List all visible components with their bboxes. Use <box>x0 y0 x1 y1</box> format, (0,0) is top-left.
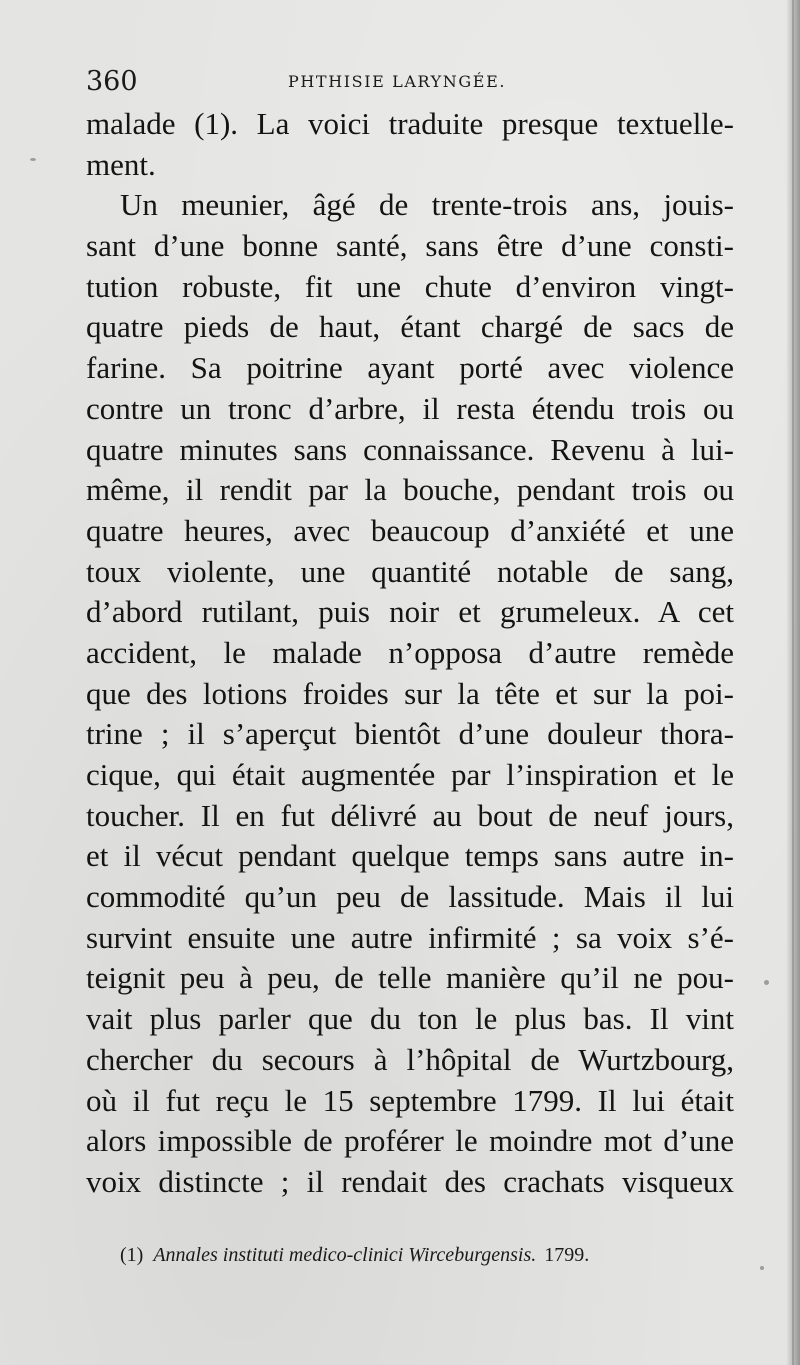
body-text <box>86 104 734 1203</box>
text-line: trine ; il s’aperçut bientôt d’une douleur thora- <box>86 716 734 752</box>
text-line: que des lotions froides sur la tête et sur la poi- <box>86 675 734 711</box>
paper-speck <box>760 1266 764 1270</box>
footnote-marker: (1) <box>120 1244 144 1266</box>
page-number: 360 <box>86 66 138 97</box>
text-line: Un meunier, âgé de trente-trois ans, jouis- <box>120 187 734 223</box>
text-line: quatre pieds de haut, étant chargé de sacs de <box>86 309 734 345</box>
footnote <box>120 1244 740 1267</box>
page-header <box>86 66 736 102</box>
text-line: teignit peu à peu, de telle manière qu’il ne pou- <box>86 960 734 996</box>
text-line: survint ensuite une autre infirmité ; sa voix s’é- <box>86 919 734 955</box>
text-line: voix distincte ; il rendait des crachats visqueux <box>86 1163 734 1199</box>
page-edge-line <box>792 0 794 1365</box>
text-line: accident, le malade n’opposa d’autre remède <box>86 634 734 670</box>
text-line: toux violente, une quantité notable de sang, <box>86 553 734 589</box>
text-line: alors impossible de proférer le moindre mot d’une <box>86 1123 734 1159</box>
text-line: ment. <box>86 146 156 182</box>
text-line: tution robuste, fit une chute d’environ vingt- <box>86 268 734 304</box>
footnote-year: 1799. <box>544 1244 590 1266</box>
text-line: même, il rendit par la bouche, pendant trois ou <box>86 472 734 508</box>
paper-speck <box>30 158 36 161</box>
text-line: sant d’une bonne santé, sans être d’une consti- <box>86 228 734 264</box>
text-line: où il fut reçu le 15 septembre 1799. Il lui était <box>86 1082 734 1118</box>
text-line: quatre minutes sans connaissance. Revenu à lui- <box>86 431 734 467</box>
text-line: cique, qui était augmentée par l’inspiration et le <box>86 757 734 792</box>
text-line: commodité qu’un peu de lassitude. Mais il lui <box>86 879 734 915</box>
paper-speck <box>764 980 769 985</box>
text-line: quatre heures, avec beaucoup d’anxiété et une <box>86 512 734 548</box>
text-line: chercher du secours à l’hôpital de Wurtzbourg, <box>86 1041 734 1077</box>
running-title: PHTHISIE LARYNGÉE. <box>288 72 507 91</box>
text-line: vait plus parler que du ton le plus bas. Il vint <box>86 1001 734 1037</box>
text-line: d’abord rutilant, puis noir et grumeleux. A cet <box>86 594 734 630</box>
text-line: malade (1). La voici traduite presque textuelle- <box>86 106 734 141</box>
text-line: toucher. Il en fut délivré au bout de neuf jours, <box>86 797 734 833</box>
text-line: farine. Sa poitrine ayant porté avec violence <box>86 350 734 386</box>
footnote-text: Annales instituti medico-clinici Wirceburgensis. <box>153 1244 537 1266</box>
text-line: et il vécut pendant quelque temps sans autre in- <box>86 838 734 874</box>
text-line: contre un tronc d’arbre, il resta étendu trois ou <box>86 390 734 426</box>
